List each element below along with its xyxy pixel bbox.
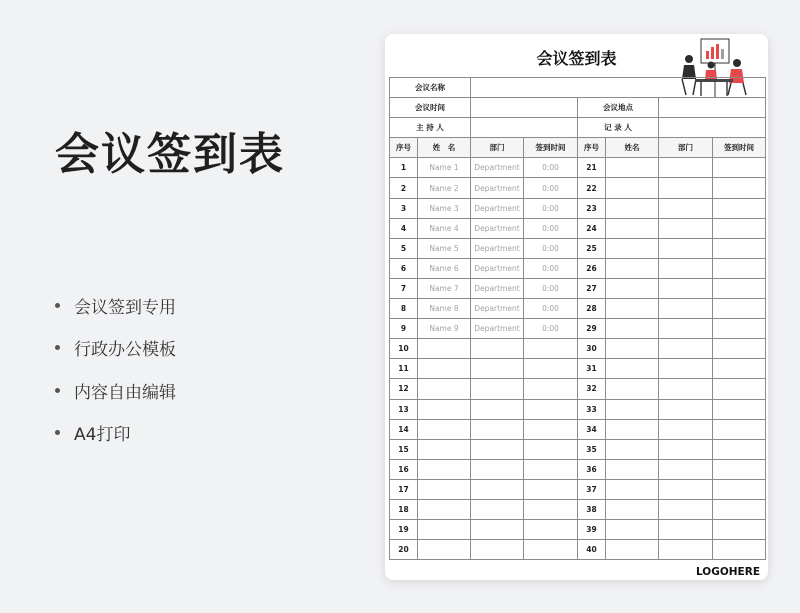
signin-time-cell[interactable] <box>713 319 766 339</box>
signin-time-cell[interactable]: 0:00 <box>524 158 578 178</box>
name-cell[interactable] <box>606 479 659 499</box>
meeting-time-label: 会议时间 <box>390 98 471 118</box>
department-cell[interactable] <box>659 339 713 359</box>
name-cell[interactable] <box>606 258 659 278</box>
signin-time-cell[interactable]: 0:00 <box>524 178 578 198</box>
row-number: 40 <box>578 540 606 560</box>
table-row <box>390 218 766 238</box>
signin-time-cell[interactable] <box>713 499 766 519</box>
bullet-icon <box>55 345 60 350</box>
name-cell[interactable] <box>606 238 659 258</box>
name-cell[interactable] <box>418 419 471 439</box>
row-number: 24 <box>578 218 606 238</box>
feature-label: 内容自由编辑 <box>74 382 176 403</box>
signin-time-cell[interactable]: 0:00 <box>524 218 578 238</box>
row-number: 14 <box>390 419 418 439</box>
department-cell[interactable]: Department <box>471 299 524 319</box>
department-cell[interactable] <box>471 499 524 519</box>
department-cell[interactable]: Department <box>471 158 524 178</box>
name-cell[interactable] <box>606 158 659 178</box>
signin-time-cell[interactable] <box>524 520 578 540</box>
feature-label: 行政办公模板 <box>74 340 176 361</box>
row-number: 38 <box>578 499 606 519</box>
feature-item <box>55 412 176 455</box>
table-row <box>390 238 766 258</box>
department-cell[interactable] <box>659 379 713 399</box>
signin-time-cell[interactable] <box>524 540 578 560</box>
row-number: 9 <box>390 319 418 339</box>
name-cell[interactable] <box>418 499 471 519</box>
name-cell[interactable]: Name 5 <box>418 238 471 258</box>
name-cell[interactable] <box>418 379 471 399</box>
name-cell[interactable] <box>606 419 659 439</box>
signin-time-cell[interactable]: 0:00 <box>524 278 578 298</box>
department-cell[interactable] <box>659 198 713 218</box>
row-number: 26 <box>578 258 606 278</box>
column-header: 姓 名 <box>418 138 471 158</box>
signin-time-cell[interactable] <box>713 379 766 399</box>
table-row <box>390 198 766 218</box>
signin-time-cell[interactable] <box>713 258 766 278</box>
signin-time-cell[interactable] <box>713 299 766 319</box>
row-number: 33 <box>578 399 606 419</box>
signin-time-cell[interactable] <box>524 379 578 399</box>
row-number: 12 <box>390 379 418 399</box>
name-cell[interactable]: Name 7 <box>418 278 471 298</box>
signin-time-cell[interactable] <box>524 479 578 499</box>
recorder-field[interactable] <box>659 118 766 138</box>
table-row <box>390 379 766 399</box>
feature-item <box>55 327 176 370</box>
row-number: 17 <box>390 479 418 499</box>
column-header-row <box>390 138 766 158</box>
table-row <box>390 339 766 359</box>
row-number: 32 <box>578 379 606 399</box>
table-row <box>390 158 766 178</box>
department-cell[interactable] <box>471 479 524 499</box>
department-cell[interactable] <box>659 359 713 379</box>
department-cell[interactable] <box>659 299 713 319</box>
department-cell[interactable] <box>471 540 524 560</box>
department-cell[interactable] <box>659 178 713 198</box>
row-number: 18 <box>390 499 418 519</box>
name-cell[interactable] <box>606 459 659 479</box>
name-cell[interactable] <box>606 218 659 238</box>
signin-time-cell[interactable] <box>524 399 578 419</box>
meeting-time-field[interactable] <box>471 98 578 118</box>
meeting-location-label: 会议地点 <box>578 98 659 118</box>
row-number: 21 <box>578 158 606 178</box>
host-label: 主 持 人 <box>390 118 471 138</box>
name-cell[interactable] <box>418 459 471 479</box>
name-cell[interactable]: Name 6 <box>418 258 471 278</box>
table-row <box>390 258 766 278</box>
table-row <box>390 540 766 560</box>
signin-time-cell[interactable] <box>713 479 766 499</box>
row-number: 31 <box>578 359 606 379</box>
name-cell[interactable] <box>606 198 659 218</box>
department-cell[interactable] <box>659 499 713 519</box>
row-number: 20 <box>390 540 418 560</box>
name-cell[interactable] <box>606 339 659 359</box>
table-row <box>390 499 766 519</box>
row-number: 4 <box>390 218 418 238</box>
row-number: 5 <box>390 238 418 258</box>
signin-time-cell[interactable] <box>713 158 766 178</box>
department-cell[interactable] <box>659 479 713 499</box>
department-cell[interactable]: Department <box>471 319 524 339</box>
name-cell[interactable] <box>418 339 471 359</box>
department-cell[interactable] <box>659 218 713 238</box>
document-preview <box>385 34 768 580</box>
name-cell[interactable]: Name 2 <box>418 178 471 198</box>
name-cell[interactable] <box>606 399 659 419</box>
signin-time-cell[interactable] <box>713 178 766 198</box>
row-number: 6 <box>390 258 418 278</box>
bullet-icon <box>55 430 60 435</box>
table-row <box>390 520 766 540</box>
meeting-name-field[interactable] <box>471 78 766 98</box>
name-cell[interactable]: Name 8 <box>418 299 471 319</box>
row-number: 16 <box>390 459 418 479</box>
meeting-name-label: 会议名称 <box>390 78 471 98</box>
row-number: 10 <box>390 339 418 359</box>
bullet-icon <box>55 303 60 308</box>
row-number: 30 <box>578 339 606 359</box>
row-number: 22 <box>578 178 606 198</box>
signin-time-cell[interactable] <box>713 339 766 359</box>
department-cell[interactable] <box>659 258 713 278</box>
row-number: 23 <box>578 198 606 218</box>
row-number: 11 <box>390 359 418 379</box>
department-cell[interactable] <box>659 439 713 459</box>
info-row <box>390 118 766 138</box>
table-row <box>390 319 766 339</box>
table-row <box>390 278 766 298</box>
row-number: 29 <box>578 319 606 339</box>
row-number: 35 <box>578 439 606 459</box>
signin-time-cell[interactable] <box>713 238 766 258</box>
page-title: 会议签到表 <box>55 129 285 180</box>
department-cell[interactable] <box>471 459 524 479</box>
row-number: 19 <box>390 520 418 540</box>
signin-time-cell[interactable] <box>713 520 766 540</box>
table-row <box>390 439 766 459</box>
row-number: 25 <box>578 238 606 258</box>
table-row <box>390 459 766 479</box>
row-number: 39 <box>578 520 606 540</box>
table-row <box>390 178 766 198</box>
row-number: 13 <box>390 399 418 419</box>
column-header: 序号 <box>578 138 606 158</box>
department-cell[interactable] <box>471 359 524 379</box>
department-cell[interactable]: Department <box>471 258 524 278</box>
signin-time-cell[interactable] <box>524 499 578 519</box>
feature-item <box>55 284 176 327</box>
row-number: 34 <box>578 419 606 439</box>
name-cell[interactable] <box>606 278 659 298</box>
department-cell[interactable] <box>471 439 524 459</box>
row-number: 28 <box>578 299 606 319</box>
name-cell[interactable]: Name 9 <box>418 319 471 339</box>
signin-time-cell[interactable] <box>524 439 578 459</box>
info-row <box>390 78 766 98</box>
name-cell[interactable] <box>606 379 659 399</box>
department-cell[interactable]: Department <box>471 178 524 198</box>
signin-time-cell[interactable]: 0:00 <box>524 198 578 218</box>
department-cell[interactable] <box>659 399 713 419</box>
signin-time-cell[interactable] <box>713 439 766 459</box>
row-number: 1 <box>390 158 418 178</box>
department-cell[interactable]: Department <box>471 238 524 258</box>
signin-time-cell[interactable] <box>713 359 766 379</box>
feature-label: 会议签到专用 <box>74 297 176 318</box>
name-cell[interactable] <box>606 520 659 540</box>
feature-item <box>55 369 176 412</box>
name-cell[interactable] <box>606 299 659 319</box>
bullet-icon <box>55 388 60 393</box>
document-title: 会议签到表 <box>536 49 617 68</box>
recorder-label: 记 录 人 <box>578 118 659 138</box>
column-header: 序号 <box>390 138 418 158</box>
department-cell[interactable] <box>659 419 713 439</box>
department-cell[interactable] <box>471 520 524 540</box>
name-cell[interactable] <box>606 499 659 519</box>
signin-time-cell[interactable] <box>713 540 766 560</box>
department-cell[interactable]: Department <box>471 218 524 238</box>
name-cell[interactable] <box>418 439 471 459</box>
row-number: 8 <box>390 299 418 319</box>
signin-time-cell[interactable] <box>713 198 766 218</box>
department-cell[interactable] <box>659 459 713 479</box>
table-row <box>390 479 766 499</box>
column-header: 签到时间 <box>713 138 766 158</box>
name-cell[interactable]: Name 1 <box>418 158 471 178</box>
department-cell[interactable] <box>471 419 524 439</box>
signin-time-cell[interactable]: 0:00 <box>524 319 578 339</box>
table-row <box>390 399 766 419</box>
name-cell[interactable] <box>606 439 659 459</box>
row-number: 2 <box>390 178 418 198</box>
column-header: 姓名 <box>606 138 659 158</box>
signin-time-cell[interactable] <box>524 419 578 439</box>
signin-time-cell[interactable] <box>713 218 766 238</box>
signin-time-cell[interactable] <box>524 339 578 359</box>
department-cell[interactable]: Department <box>471 278 524 298</box>
table-row <box>390 359 766 379</box>
department-cell[interactable] <box>471 379 524 399</box>
row-number: 37 <box>578 479 606 499</box>
department-cell[interactable] <box>659 540 713 560</box>
department-cell[interactable] <box>471 339 524 359</box>
name-cell[interactable] <box>418 399 471 419</box>
name-cell[interactable] <box>418 479 471 499</box>
signin-time-cell[interactable] <box>524 359 578 379</box>
name-cell[interactable] <box>606 359 659 379</box>
row-number: 3 <box>390 198 418 218</box>
table-row <box>390 419 766 439</box>
name-cell[interactable] <box>606 540 659 560</box>
department-cell[interactable] <box>659 520 713 540</box>
meeting-location-field[interactable] <box>659 98 766 118</box>
table-row <box>390 299 766 319</box>
signin-time-cell[interactable] <box>713 459 766 479</box>
signin-time-cell[interactable] <box>713 419 766 439</box>
department-cell[interactable] <box>659 278 713 298</box>
column-header: 签到时间 <box>524 138 578 158</box>
name-cell[interactable] <box>606 319 659 339</box>
column-header: 部门 <box>659 138 713 158</box>
name-cell[interactable] <box>418 359 471 379</box>
logo: LOGOHERE <box>695 566 760 578</box>
department-cell[interactable] <box>659 238 713 258</box>
name-cell[interactable] <box>418 520 471 540</box>
department-cell[interactable] <box>659 158 713 178</box>
info-row <box>390 98 766 118</box>
row-number: 36 <box>578 459 606 479</box>
row-number: 7 <box>390 278 418 298</box>
signin-time-cell[interactable]: 0:00 <box>524 238 578 258</box>
row-number: 15 <box>390 439 418 459</box>
name-cell[interactable] <box>606 178 659 198</box>
department-cell[interactable] <box>471 399 524 419</box>
signin-time-cell[interactable] <box>524 459 578 479</box>
department-cell[interactable] <box>659 319 713 339</box>
department-cell[interactable]: Department <box>471 198 524 218</box>
name-cell[interactable]: Name 4 <box>418 218 471 238</box>
signin-time-cell[interactable] <box>713 278 766 298</box>
name-cell[interactable]: Name 3 <box>418 198 471 218</box>
signin-time-cell[interactable]: 0:00 <box>524 299 578 319</box>
signin-table <box>389 77 766 560</box>
column-header: 部门 <box>471 138 524 158</box>
host-field[interactable] <box>471 118 578 138</box>
feature-list <box>55 284 176 454</box>
feature-label: A4打印 <box>74 425 131 446</box>
row-number: 27 <box>578 278 606 298</box>
name-cell[interactable] <box>418 540 471 560</box>
signin-time-cell[interactable]: 0:00 <box>524 258 578 278</box>
signin-time-cell[interactable] <box>713 399 766 419</box>
